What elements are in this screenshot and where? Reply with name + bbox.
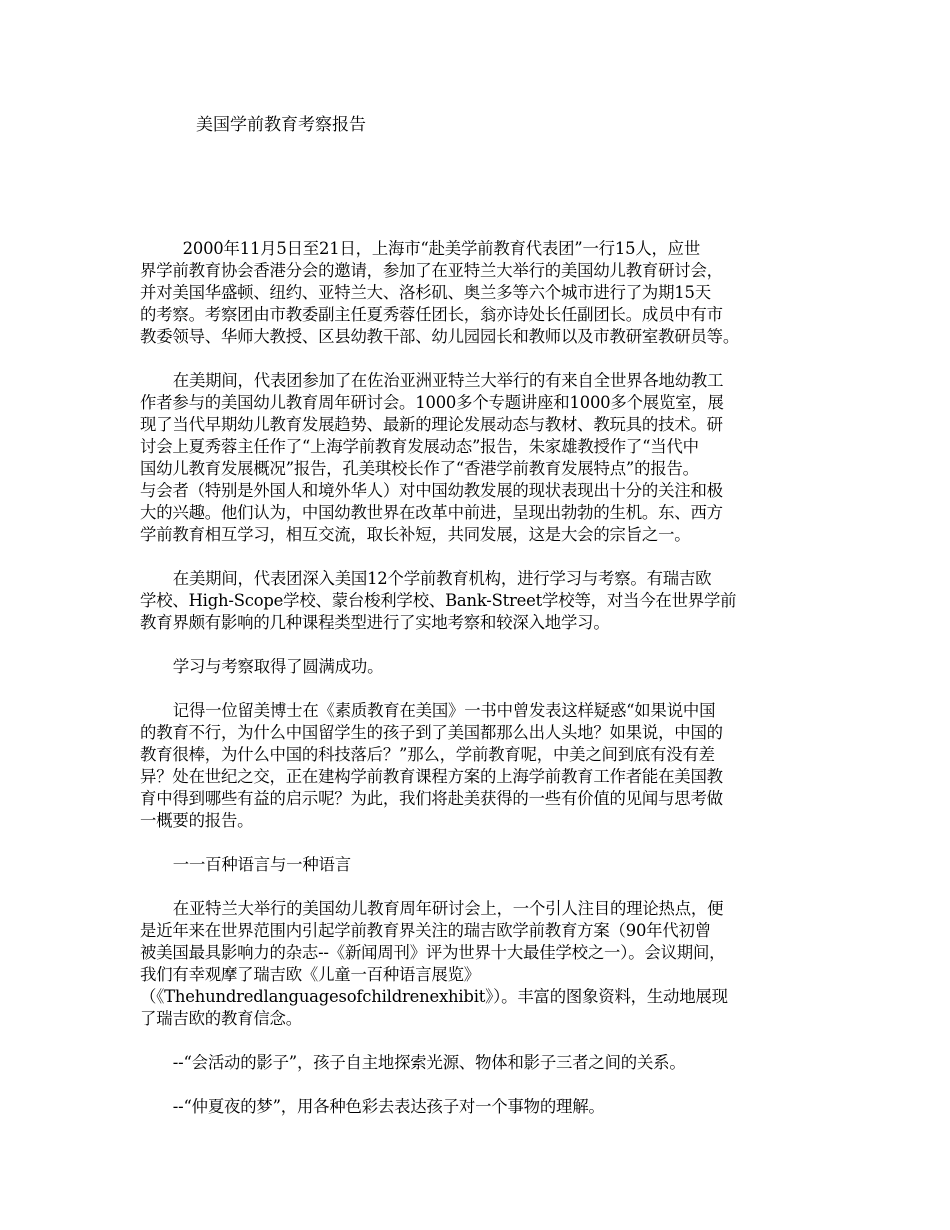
text-line: 界学前教育协会香港分会的邀请，参加了在亚特兰大举行的美国幼儿教育研讨会， [140, 261, 723, 280]
text-line: --“会活动的影子”，孩子自主地探索光源、物体和影子三者之间的关系。 [172, 1053, 686, 1072]
text-line: 2000年11月5日至21日，上海市“赴美学前教育代表团”一行15人，应世 [182, 239, 701, 258]
text-line: 学习与考察取得了圆满成功。 [172, 657, 384, 676]
text-line: 在美期间，代表团参加了在佐治亚洲亚特兰大举行的有来自全世界各地幼教工 [172, 371, 724, 390]
text-line: 作者参与的美国幼儿教育周年研讨会。1000多个专题讲座和1000多个展览室，展 [140, 393, 724, 412]
paragraph-conference [140, 370, 820, 546]
text-line: 学前教育相互学习，相互交流，取长补短，共同发展，这是大会的宗旨之一。 [140, 525, 691, 544]
document-title: 美国学前教育考察报告 [196, 115, 366, 135]
text-line: 了瑞吉欧的教育信念。 [140, 1009, 302, 1028]
paragraph-reflection [140, 700, 820, 832]
text-line: 在亚特兰大举行的美国幼儿教育周年研讨会上，一个引人注目的理论热点，便 [172, 899, 724, 918]
text-line: 国幼儿教育发展概况”报告，孔美琪校长作了“香港学前教育发展特点”的报告。 [140, 459, 699, 478]
text-line: 一一百种语言与一种语言 [172, 855, 351, 874]
paragraph-reggio [140, 898, 820, 1030]
text-line: 被美国最具影响力的杂志--《新闻周刊》评为世界十大最佳学校之一）。会议期间， [140, 943, 726, 962]
text-line: 的考察。考察团由市教委副主任夏秀蓉任团长，翁亦诗处长任副团长。成员中有市 [140, 305, 723, 324]
text-line: 异？处在世纪之交，正在建构学前教育课程方案的上海学前教育工作者能在美国教 [140, 767, 723, 786]
document-body [140, 238, 820, 1140]
text-line: 与会者（特别是外国人和境外华人）对中国幼教发展的现状表现出十分的关注和极 [140, 481, 723, 500]
text-line: （《Thehundredlanguagesofchildrenexhibit》）。丰富的图象资料，生动地展现 [140, 987, 728, 1006]
text-line: 记得一位留美博士在《素质教育在美国》一书中曾发表这样疑惑“如果说中国 [172, 701, 716, 720]
text-line: 教育界颇有影响的几种课程类型进行了实地考察和较深入地学习。 [140, 613, 610, 632]
paragraph-dream-item [140, 1096, 820, 1118]
section-heading [140, 854, 820, 876]
text-line: 学校、High-Scope学校、蒙台梭利学校、Bank-Street学校等，对当今在世界学前 [140, 591, 737, 610]
paragraph-delegation-intro [140, 238, 820, 348]
paragraph-success [140, 656, 820, 678]
paragraph-institutions [140, 568, 820, 634]
text-line: 大的兴趣。他们认为，中国幼教世界在改革中前进，呈现出勃勃的生机。东、西方 [140, 503, 723, 522]
text-line: 教育很棒，为什么中国的科技落后？”那么，学前教育呢，中美之间到底有没有差 [140, 745, 715, 764]
text-line: 是近年来在世界范围内引起学前教育界关注的瑞吉欧学前教育方案（90年代初曾 [140, 921, 711, 940]
text-line: 育中得到哪些有益的启示呢？为此，我们将赴美获得的一些有价值的见闻与思考做 [140, 789, 723, 808]
text-line: --“仲夏夜的梦”，用各种色彩去表达孩子对一个事物的理解。 [172, 1097, 605, 1116]
text-line: 教委领导、华师大教授、区县幼教干部、幼儿园园长和教师以及市教研室教研员等。 [140, 327, 740, 346]
text-line: 在美期间，代表团深入美国12个学前教育机构，进行学习与考察。有瑞吉欧 [172, 569, 712, 588]
text-line: 一概要的报告。 [140, 811, 254, 830]
text-line: 我们有幸观摩了瑞吉欧《儿童一百种语言展览》 [140, 965, 481, 984]
text-line: 的教育不行，为什么中国留学生的孩子到了美国都那么出人头地？如果说，中国的 [140, 723, 723, 742]
text-line: 现了当代早期幼儿教育发展趋势、最新的理论发展动态与教材、教玩具的技术。研 [140, 415, 723, 434]
text-line: 并对美国华盛顿、纽约、亚特兰大、洛杉矶、奥兰多等六个城市进行了为期15天 [140, 283, 711, 302]
paragraph-shadow-item [140, 1052, 820, 1074]
text-line: 讨会上夏秀蓉主任作了“上海学前教育发展动态”报告，朱家雄教授作了“当代中 [140, 437, 699, 456]
